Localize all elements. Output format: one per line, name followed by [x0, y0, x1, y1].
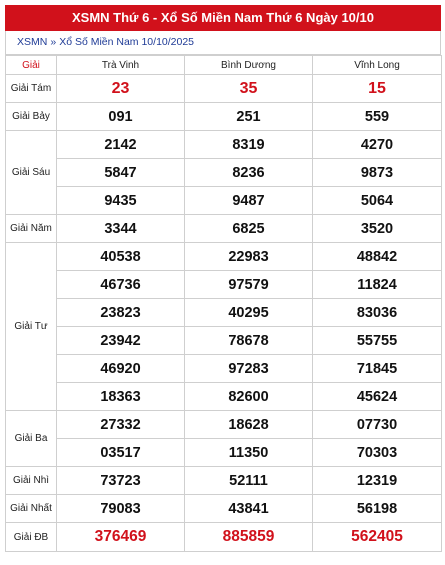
- prize-row-g4: [6, 355, 442, 383]
- breadcrumb-separator: »: [50, 36, 57, 48]
- prize-label: Giải Năm: [6, 215, 57, 243]
- prize-label: Giải Ba: [6, 411, 57, 467]
- prize-number: 091: [57, 103, 185, 131]
- prize-number: 27332: [57, 411, 185, 439]
- prize-row-g4: [6, 299, 442, 327]
- prize-number: 8236: [185, 159, 313, 187]
- prize-number: 251: [185, 103, 313, 131]
- prize-number: 559: [313, 103, 442, 131]
- prize-row-g3: [6, 411, 442, 439]
- prize-column-header: Giải: [6, 56, 57, 75]
- prize-number: 15: [313, 75, 442, 103]
- prize-row-g5: [6, 215, 442, 243]
- prize-number: 97579: [185, 271, 313, 299]
- prize-number: 46920: [57, 355, 185, 383]
- breadcrumb-current-link[interactable]: Xổ Số Miền Nam 10/10/2025: [59, 36, 195, 48]
- prize-label: Giải Bảy: [6, 103, 57, 131]
- results-panel: [5, 5, 441, 552]
- prize-number: 46736: [57, 271, 185, 299]
- prize-label: Giải Tám: [6, 75, 57, 103]
- prize-label: Giải Tư: [6, 243, 57, 411]
- prize-number: 40538: [57, 243, 185, 271]
- prize-label: Giải Sáu: [6, 131, 57, 215]
- prize-number: 9435: [57, 187, 185, 215]
- prize-row-g4: [6, 243, 442, 271]
- prize-label: Giải ĐB: [6, 523, 57, 552]
- prize-number: 55755: [313, 327, 442, 355]
- results-table: [5, 55, 442, 552]
- prize-number: 45624: [313, 383, 442, 411]
- prize-number: 48842: [313, 243, 442, 271]
- province-header-binh-duong[interactable]: Bình Dương: [185, 56, 313, 75]
- table-header-row: [6, 56, 442, 75]
- prize-number: 79083: [57, 495, 185, 523]
- prize-number: 52111: [185, 467, 313, 495]
- prize-number: 11824: [313, 271, 442, 299]
- prize-row-g4: [6, 327, 442, 355]
- prize-row-g1: [6, 495, 442, 523]
- prize-row-g6: [6, 131, 442, 159]
- prize-number: 35: [185, 75, 313, 103]
- province-header-tra-vinh[interactable]: Trà Vinh: [57, 56, 185, 75]
- prize-number: 83036: [313, 299, 442, 327]
- special-prize-number: 562405: [313, 523, 442, 552]
- prize-number: 12319: [313, 467, 442, 495]
- prize-number: 3344: [57, 215, 185, 243]
- breadcrumb: [5, 31, 441, 55]
- prize-row-g4: [6, 271, 442, 299]
- prize-number: 71845: [313, 355, 442, 383]
- prize-number: 22983: [185, 243, 313, 271]
- prize-number: 03517: [57, 439, 185, 467]
- prize-number: 23: [57, 75, 185, 103]
- prize-number: 40295: [185, 299, 313, 327]
- prize-number: 78678: [185, 327, 313, 355]
- prize-number: 97283: [185, 355, 313, 383]
- prize-number: 18363: [57, 383, 185, 411]
- prize-number: 73723: [57, 467, 185, 495]
- special-prize-number: 376469: [57, 523, 185, 552]
- prize-number: 70303: [313, 439, 442, 467]
- prize-row-g2: [6, 467, 442, 495]
- special-prize-number: 885859: [185, 523, 313, 552]
- prize-number: 56198: [313, 495, 442, 523]
- prize-number: 6825: [185, 215, 313, 243]
- prize-row-g3: [6, 439, 442, 467]
- prize-number: 11350: [185, 439, 313, 467]
- prize-label: Giải Nhất: [6, 495, 57, 523]
- prize-row-g7: [6, 103, 442, 131]
- prize-row-g6: [6, 159, 442, 187]
- prize-number: 9487: [185, 187, 313, 215]
- prize-number: 9873: [313, 159, 442, 187]
- prize-number: 5847: [57, 159, 185, 187]
- prize-row-g6: [6, 187, 442, 215]
- prize-number: 5064: [313, 187, 442, 215]
- prize-number: 18628: [185, 411, 313, 439]
- page-title: XSMN Thứ 6 - Xổ Số Miền Nam Thứ 6 Ngày 10/10: [5, 5, 441, 31]
- prize-label: Giải Nhì: [6, 467, 57, 495]
- prize-number: 4270: [313, 131, 442, 159]
- prize-number: 8319: [185, 131, 313, 159]
- province-header-vinh-long[interactable]: Vĩnh Long: [313, 56, 442, 75]
- prize-number: 43841: [185, 495, 313, 523]
- prize-row-special: [6, 523, 442, 552]
- breadcrumb-home-link[interactable]: XSMN: [17, 36, 48, 48]
- prize-number: 82600: [185, 383, 313, 411]
- prize-number: 3520: [313, 215, 442, 243]
- prize-number: 07730: [313, 411, 442, 439]
- prize-number: 23823: [57, 299, 185, 327]
- prize-row-g8: [6, 75, 442, 103]
- prize-number: 23942: [57, 327, 185, 355]
- prize-row-g4: [6, 383, 442, 411]
- prize-number: 2142: [57, 131, 185, 159]
